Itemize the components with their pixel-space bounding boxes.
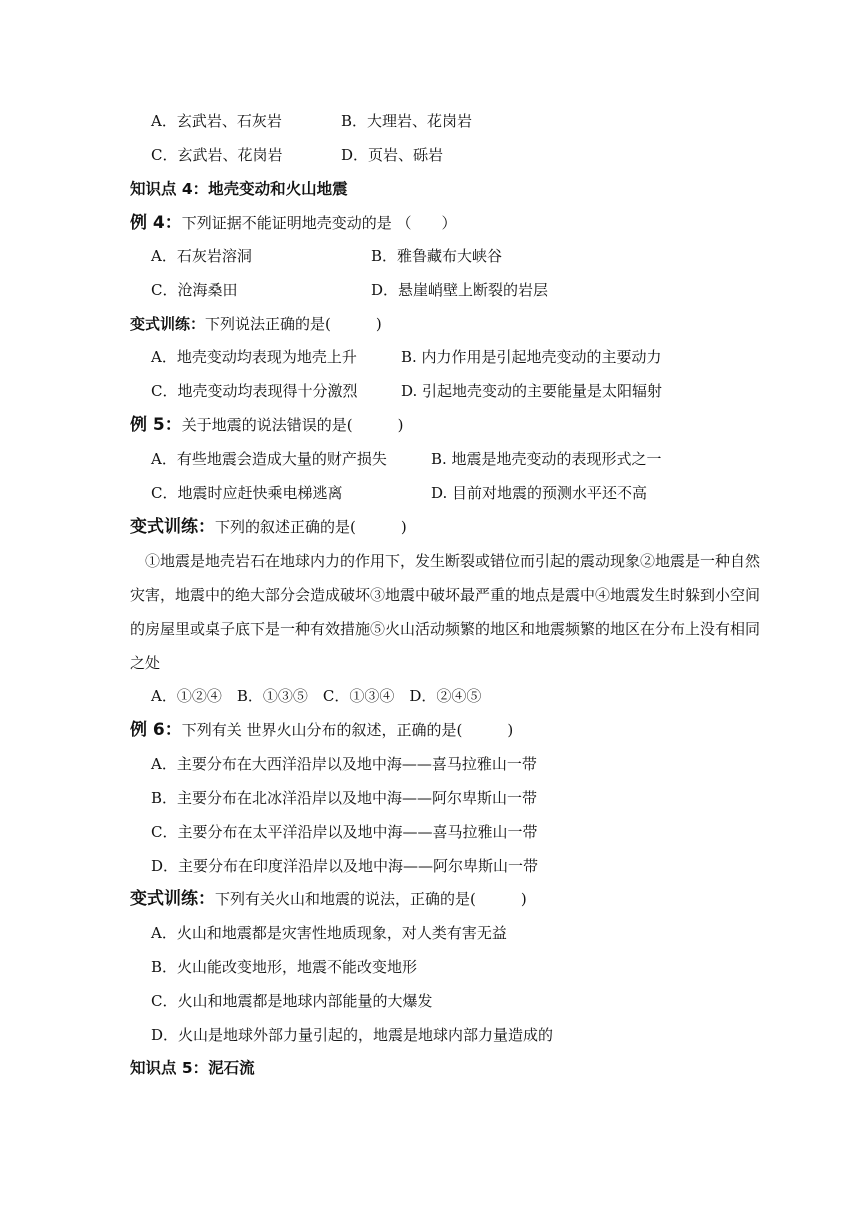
option-d: D. 引起地壳变动的主要能量是太阳辐射 — [401, 382, 663, 400]
statement-paragraph: ①地震是地壳岩石在地球内力的作用下，发生断裂或错位而引起的震动现象②地震是一种自然灾害，地震中的绝大部分会造成破坏③地震中破坏最严重的地点是震中④地震发生时躲到小空间的房屋里或桌子底下是一种有效措施⑤火山活动频繁的地区和地震频繁的地区在分布上没有相同之处 — [130, 552, 761, 672]
option-a: A．火山和地震都是灾害性地质现象，对人类有害无益 — [151, 924, 507, 942]
option-c: C．沧海桑田 — [151, 281, 238, 299]
option-d: D．悬崖峭壁上断裂的岩层 — [371, 281, 549, 299]
question-label: 变式训练： — [130, 889, 215, 909]
option-a: A．石灰岩溶洞 — [151, 247, 252, 265]
question-stem: 下列有关火山和地震的说法，正确的是( ) — [215, 890, 527, 908]
question-var6 — [130, 888, 527, 910]
question-stem: 下列的叙述正确的是( ) — [215, 518, 407, 536]
option-a: A．有些地震会造成大量的财产损失 — [151, 450, 387, 468]
question-stem: 下列说法正确的是( ) — [205, 315, 382, 333]
option-a: A．主要分布在大西洋沿岸以及地中海——喜马拉雅山一带 — [151, 755, 537, 773]
question-stem: 关于地震的说法错误的是( ) — [181, 416, 404, 434]
question-var5 — [130, 516, 407, 538]
option-a: A．玄武岩、石灰岩 — [151, 112, 282, 130]
option-c: C．玄武岩、花岗岩 — [151, 146, 283, 164]
question-stem: 下列证据不能证明地壳变动的是 （ ） — [181, 214, 457, 232]
question-ex6 — [130, 719, 513, 741]
option-c: C．主要分布在太平洋沿岸以及地中海——喜马拉雅山一带 — [151, 823, 538, 841]
question-label: 例 6： — [130, 720, 182, 740]
option-d: D．主要分布在印度洋沿岸以及地中海——阿尔卑斯山一带 — [151, 857, 539, 875]
option-d: D. 目前对地震的预测水平还不高 — [431, 484, 648, 502]
question-var4 — [130, 313, 382, 335]
question-label: 变式训练： — [130, 517, 215, 537]
option-b: B. 地震是地壳变动的表现形式之一 — [431, 450, 662, 468]
question-ex4 — [130, 212, 457, 234]
option-c: C．地震时应赶快乘电梯逃离 — [151, 484, 343, 502]
option-c: C．火山和地震都是地球内部能量的大爆发 — [151, 992, 433, 1010]
option-b: B．大理岩、花岗岩 — [341, 112, 473, 130]
question-label: 例 4： — [130, 213, 182, 233]
section-heading: 知识点 4：地壳变动和火山地震 — [130, 180, 348, 198]
option-b: B．雅鲁藏布大峡谷 — [371, 247, 503, 265]
question-stem: 下列有关 世界火山分布的叙述，正确的是( ) — [181, 721, 514, 739]
question-label: 变式训练： — [130, 315, 206, 333]
option-a: A．地壳变动均表现为地壳上升 — [151, 348, 357, 366]
option-c: C．地壳变动均表现得十分激烈 — [151, 382, 358, 400]
option-b: B．主要分布在北冰洋沿岸以及地中海——阿尔卑斯山一带 — [151, 789, 538, 807]
option-b: B．火山能改变地形，地震不能改变地形 — [151, 958, 418, 976]
question-ex5 — [130, 414, 403, 436]
option-d: D．页岩、砾岩 — [341, 146, 444, 164]
question-label: 例 5： — [130, 415, 182, 435]
option-b: B. 内力作用是引起地壳变动的主要动力 — [401, 348, 662, 366]
option-d: D．火山是地球外部力量引起的，地震是地球内部力量造成的 — [151, 1026, 554, 1044]
section-heading: 知识点 5：泥石流 — [130, 1059, 255, 1077]
options-line: A．①②④ B．①③⑤ C．①③④ D．②④⑤ — [151, 687, 482, 705]
